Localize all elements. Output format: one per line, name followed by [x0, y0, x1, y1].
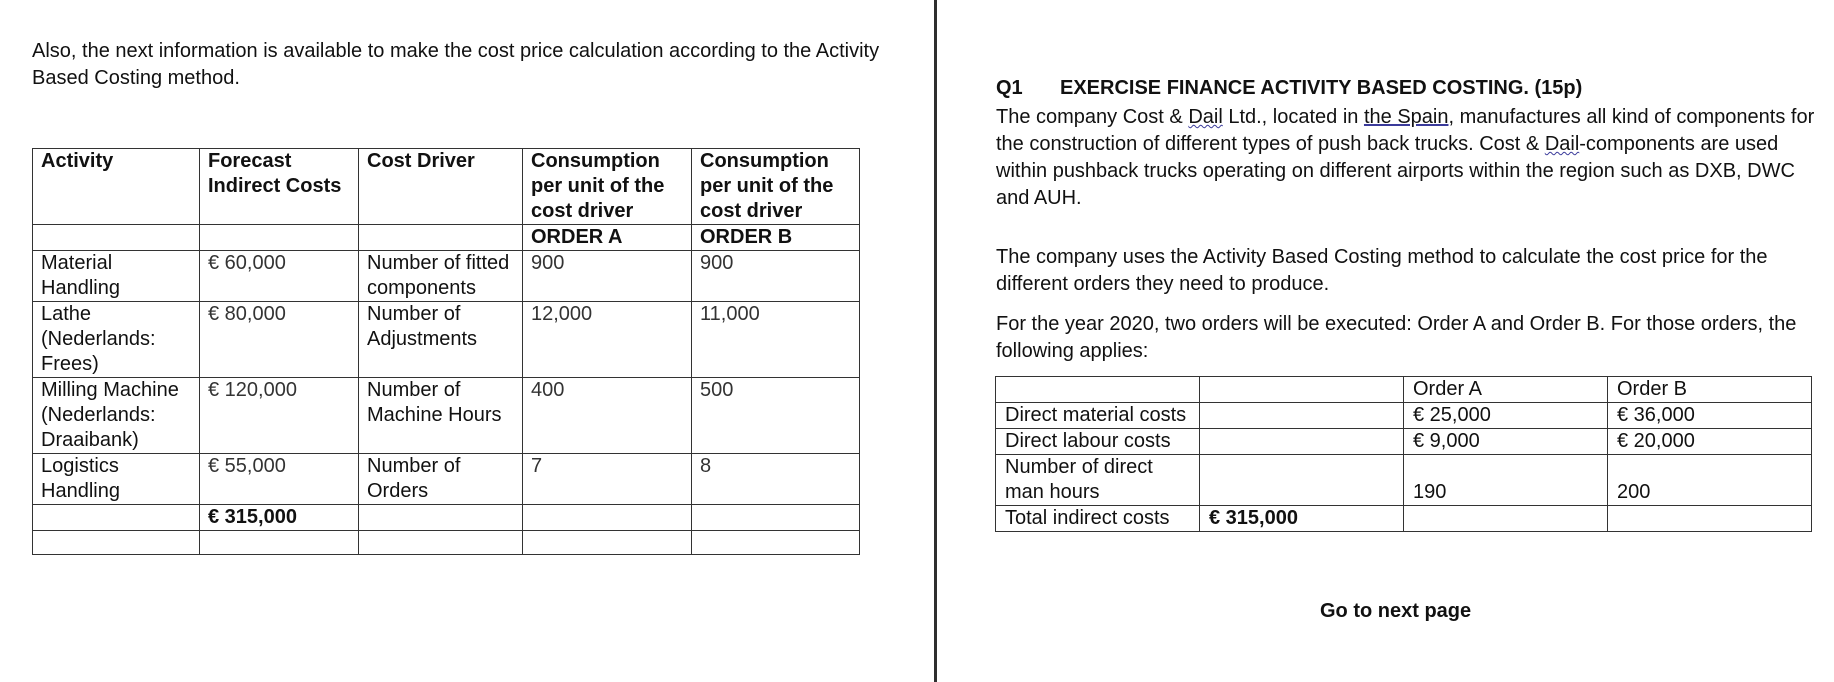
paragraph-text: , manufactures all kind of components for the construction of different types of push back trucks. Cost & [996, 106, 1815, 155]
driver-cell: Number of fitted components [359, 251, 523, 302]
direct-labour-a: € 9,000 [1404, 429, 1608, 455]
order-a-cell: 900 [523, 251, 692, 302]
man-hours-a: 190 [1404, 455, 1608, 506]
direct-labour-b: € 20,000 [1608, 429, 1812, 455]
direct-material-a: € 25,000 [1404, 403, 1608, 429]
cost-cell: € 60,000 [200, 251, 359, 302]
man-hours-b: 200 [1608, 455, 1812, 506]
question-number: Q1 [996, 77, 1023, 99]
header-order-b: ORDER B [692, 225, 860, 251]
paragraph-text: Ltd., located in [1222, 106, 1364, 128]
empty-cell [1608, 506, 1812, 532]
table-total-row [996, 506, 1812, 532]
direct-material-b: € 36,000 [1608, 403, 1812, 429]
page-divider [934, 0, 937, 682]
header-consumption-a: Consumption per unit of the cost driver [523, 149, 692, 225]
table-empty-row [33, 531, 860, 555]
empty-cell [200, 531, 359, 555]
empty-cell [200, 225, 359, 251]
empty-cell [1200, 377, 1404, 403]
header-order-b: Order B [1608, 377, 1812, 403]
direct-labour-label: Direct labour costs [996, 429, 1200, 455]
table-row [33, 378, 860, 454]
spellcheck-word: Dail [1544, 133, 1580, 155]
cost-cell: € 120,000 [200, 378, 359, 454]
empty-cell [996, 377, 1200, 403]
table-row [33, 302, 860, 378]
empty-cell [1200, 403, 1404, 429]
table-row [33, 251, 860, 302]
paragraph-text: The company Cost & [996, 106, 1189, 128]
order-b-cell: 8 [692, 454, 860, 505]
cost-cell: € 80,000 [200, 302, 359, 378]
paragraph-text: -components are used within pushback trucks operating on different airports within the region such as DXB, DWC and AUH. [996, 133, 1795, 209]
activity-cell: Lathe (Nederlands: Frees) [33, 302, 200, 378]
orders-paragraph: For the year 2020, two orders will be executed: Order A and Order B. For those orders, the following applies: [996, 313, 1797, 362]
activity-cell: Material Handling [33, 251, 200, 302]
driver-cell: Number of Adjustments [359, 302, 523, 378]
table-row [996, 403, 1812, 429]
method-paragraph: The company uses the Activity Based Costing method to calculate the cost price for the different orders they need to produce. [996, 246, 1768, 295]
empty-cell [523, 505, 692, 531]
man-hours-label: Number of direct man hours [996, 455, 1200, 506]
total-indirect-value: € 315,000 [1200, 506, 1404, 532]
table-row [33, 454, 860, 505]
table-total-row [33, 505, 860, 531]
driver-cell: Number of Orders [359, 454, 523, 505]
spellcheck-word: Dail [1188, 106, 1223, 128]
activity-cell: Milling Machine (Nederlands: Draaibank) [33, 378, 200, 454]
header-order-a: Order A [1404, 377, 1608, 403]
empty-cell [359, 505, 523, 531]
total-cost-cell: € 315,000 [200, 505, 359, 531]
empty-cell [33, 225, 200, 251]
empty-cell [33, 531, 200, 555]
grammar-flagged-phrase: the Spain [1363, 106, 1449, 128]
cost-cell: € 55,000 [200, 454, 359, 505]
table-row [996, 455, 1812, 506]
empty-cell [33, 505, 200, 531]
empty-cell [1200, 455, 1404, 506]
header-cost-driver: Cost Driver [359, 149, 523, 225]
table-subheader-row [33, 225, 860, 251]
order-a-cell: 7 [523, 454, 692, 505]
header-forecast-indirect-costs: Forecast Indirect Costs [200, 149, 359, 225]
empty-cell [359, 225, 523, 251]
order-b-cell: 500 [692, 378, 860, 454]
intro-text: Also, the next information is available to make the cost price calculation according to the Activity Based Costing method. [32, 40, 880, 89]
empty-cell [692, 531, 860, 555]
table-row [996, 429, 1812, 455]
abc-activity-table [32, 148, 860, 555]
driver-cell: Number of Machine Hours [359, 378, 523, 454]
activity-cell: Logistics Handling [33, 454, 200, 505]
next-page-note [1320, 596, 1480, 610]
empty-cell [1404, 506, 1608, 532]
empty-cell [1200, 429, 1404, 455]
direct-material-label: Direct material costs [996, 403, 1200, 429]
order-b-cell: 900 [692, 251, 860, 302]
total-indirect-label: Total indirect costs [996, 506, 1200, 532]
table-header-row [33, 149, 860, 225]
question-heading [996, 77, 1582, 100]
table-header-row [996, 377, 1812, 403]
header-order-a: ORDER A [523, 225, 692, 251]
question-title: EXERCISE FINANCE ACTIVITY BASED COSTING. (15p) [1060, 77, 1583, 99]
header-consumption-b: Consumption per unit of the cost driver [692, 149, 860, 225]
company-paragraph [996, 104, 1816, 212]
order-a-cell: 400 [523, 378, 692, 454]
empty-cell [692, 505, 860, 531]
empty-cell [523, 531, 692, 555]
empty-cell [359, 531, 523, 555]
header-activity: Activity [33, 149, 200, 225]
orders-table [995, 376, 1812, 532]
order-a-cell: 12,000 [523, 302, 692, 378]
order-b-cell: 11,000 [692, 302, 860, 378]
